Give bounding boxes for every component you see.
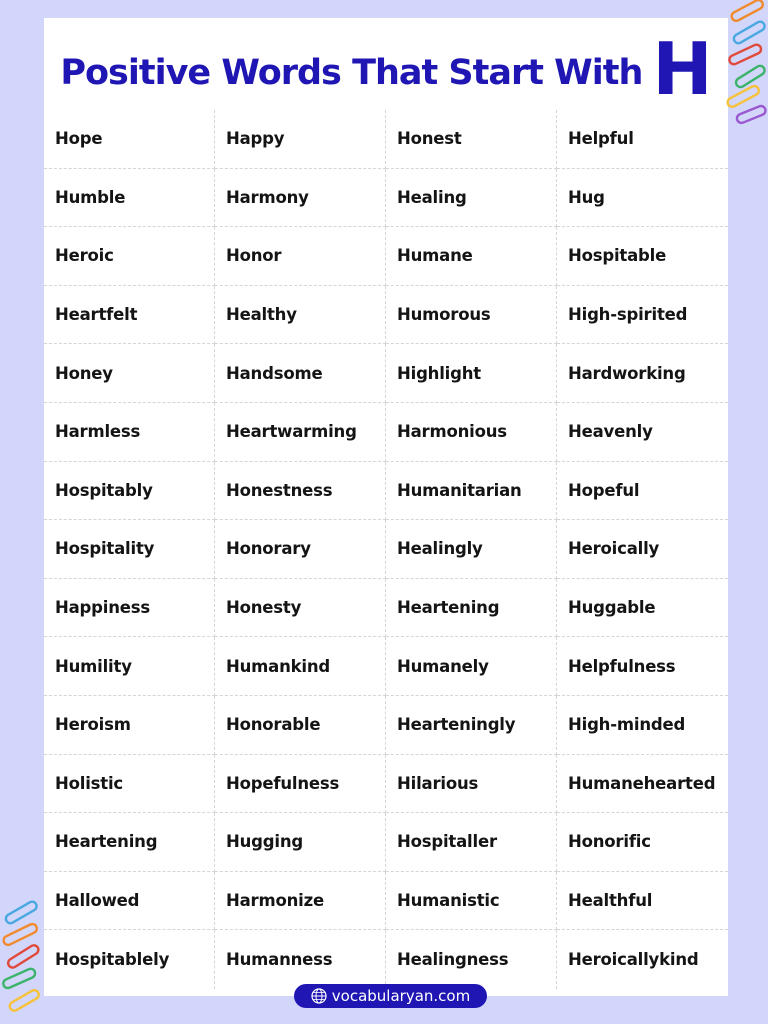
word-cell: Honesty — [215, 579, 386, 638]
word-cell: Hospitablely — [44, 930, 215, 989]
word-grid — [44, 110, 728, 990]
word-cell: Honey — [44, 344, 215, 403]
title-letter: H — [652, 27, 712, 111]
word-cell: Hospitaller — [386, 813, 557, 872]
word-cell: Hospitality — [44, 520, 215, 579]
word-cell: Honorable — [215, 696, 386, 755]
word-cell: Heroic — [44, 227, 215, 286]
word-cell: Heartfelt — [44, 286, 215, 345]
word-cell: Humorous — [386, 286, 557, 345]
word-cell: Healingness — [386, 930, 557, 989]
word-cell: Heartwarming — [215, 403, 386, 462]
word-cell: Heavenly — [557, 403, 728, 462]
word-cell: Hospitably — [44, 462, 215, 521]
word-cell: Hope — [44, 110, 215, 169]
word-cell: Honorary — [215, 520, 386, 579]
word-cell: Humble — [44, 169, 215, 228]
word-cell: Happiness — [44, 579, 215, 638]
globe-icon — [311, 988, 327, 1004]
word-cell: Hugging — [215, 813, 386, 872]
word-cell: Heroically — [557, 520, 728, 579]
word-list-card — [44, 18, 728, 996]
word-cell: Helpful — [557, 110, 728, 169]
word-cell: Handsome — [215, 344, 386, 403]
title-text: Positive Words That Start With — [60, 53, 643, 93]
page-title — [44, 27, 728, 111]
word-cell: Huggable — [557, 579, 728, 638]
paperclips-bottom-left-icon — [0, 900, 50, 1024]
word-cell: Humanness — [215, 930, 386, 989]
word-cell: Holistic — [44, 755, 215, 814]
word-cell: Happy — [215, 110, 386, 169]
word-cell: Hardworking — [557, 344, 728, 403]
word-cell: Heroism — [44, 696, 215, 755]
word-cell: Honor — [215, 227, 386, 286]
word-cell: Harmony — [215, 169, 386, 228]
word-cell: Humankind — [215, 637, 386, 696]
word-cell: Hug — [557, 169, 728, 228]
word-cell: Humanistic — [386, 872, 557, 931]
word-cell: Hallowed — [44, 872, 215, 931]
word-cell: Hearteningly — [386, 696, 557, 755]
word-cell: Honorific — [557, 813, 728, 872]
word-cell: Hilarious — [386, 755, 557, 814]
word-cell: Hospitable — [557, 227, 728, 286]
word-cell: Helpfulness — [557, 637, 728, 696]
word-cell: Heroicallykind — [568, 950, 699, 970]
word-cell: Honest — [386, 110, 557, 169]
word-cell: Hopeful — [557, 462, 728, 521]
website-badge[interactable] — [294, 984, 487, 1008]
word-cell: High-spirited — [557, 286, 728, 345]
word-cell: Harmonize — [215, 872, 386, 931]
word-cell: Harmless — [44, 403, 215, 462]
word-cell: Harmonious — [386, 403, 557, 462]
word-cell: Humanehearted — [557, 755, 728, 814]
word-cell: Honestness — [215, 462, 386, 521]
word-cell: Humane — [386, 227, 557, 286]
word-cell: Heartening — [386, 579, 557, 638]
word-cell: Highlight — [386, 344, 557, 403]
word-cell: Healing — [386, 169, 557, 228]
word-cell: High-minded — [557, 696, 728, 755]
word-cell: Heartening — [44, 813, 215, 872]
word-cell: Healthy — [215, 286, 386, 345]
word-cell: Humility — [44, 637, 215, 696]
paperclips-top-right-icon — [720, 0, 768, 130]
word-cell: Healthful — [557, 872, 728, 931]
word-cell: Humanitarian — [386, 462, 557, 521]
word-cell: Humanely — [386, 637, 557, 696]
word-cell: Hopefulness — [215, 755, 386, 814]
website-url: vocabularyan.com — [331, 987, 471, 1005]
word-cell: Healingly — [386, 520, 557, 579]
